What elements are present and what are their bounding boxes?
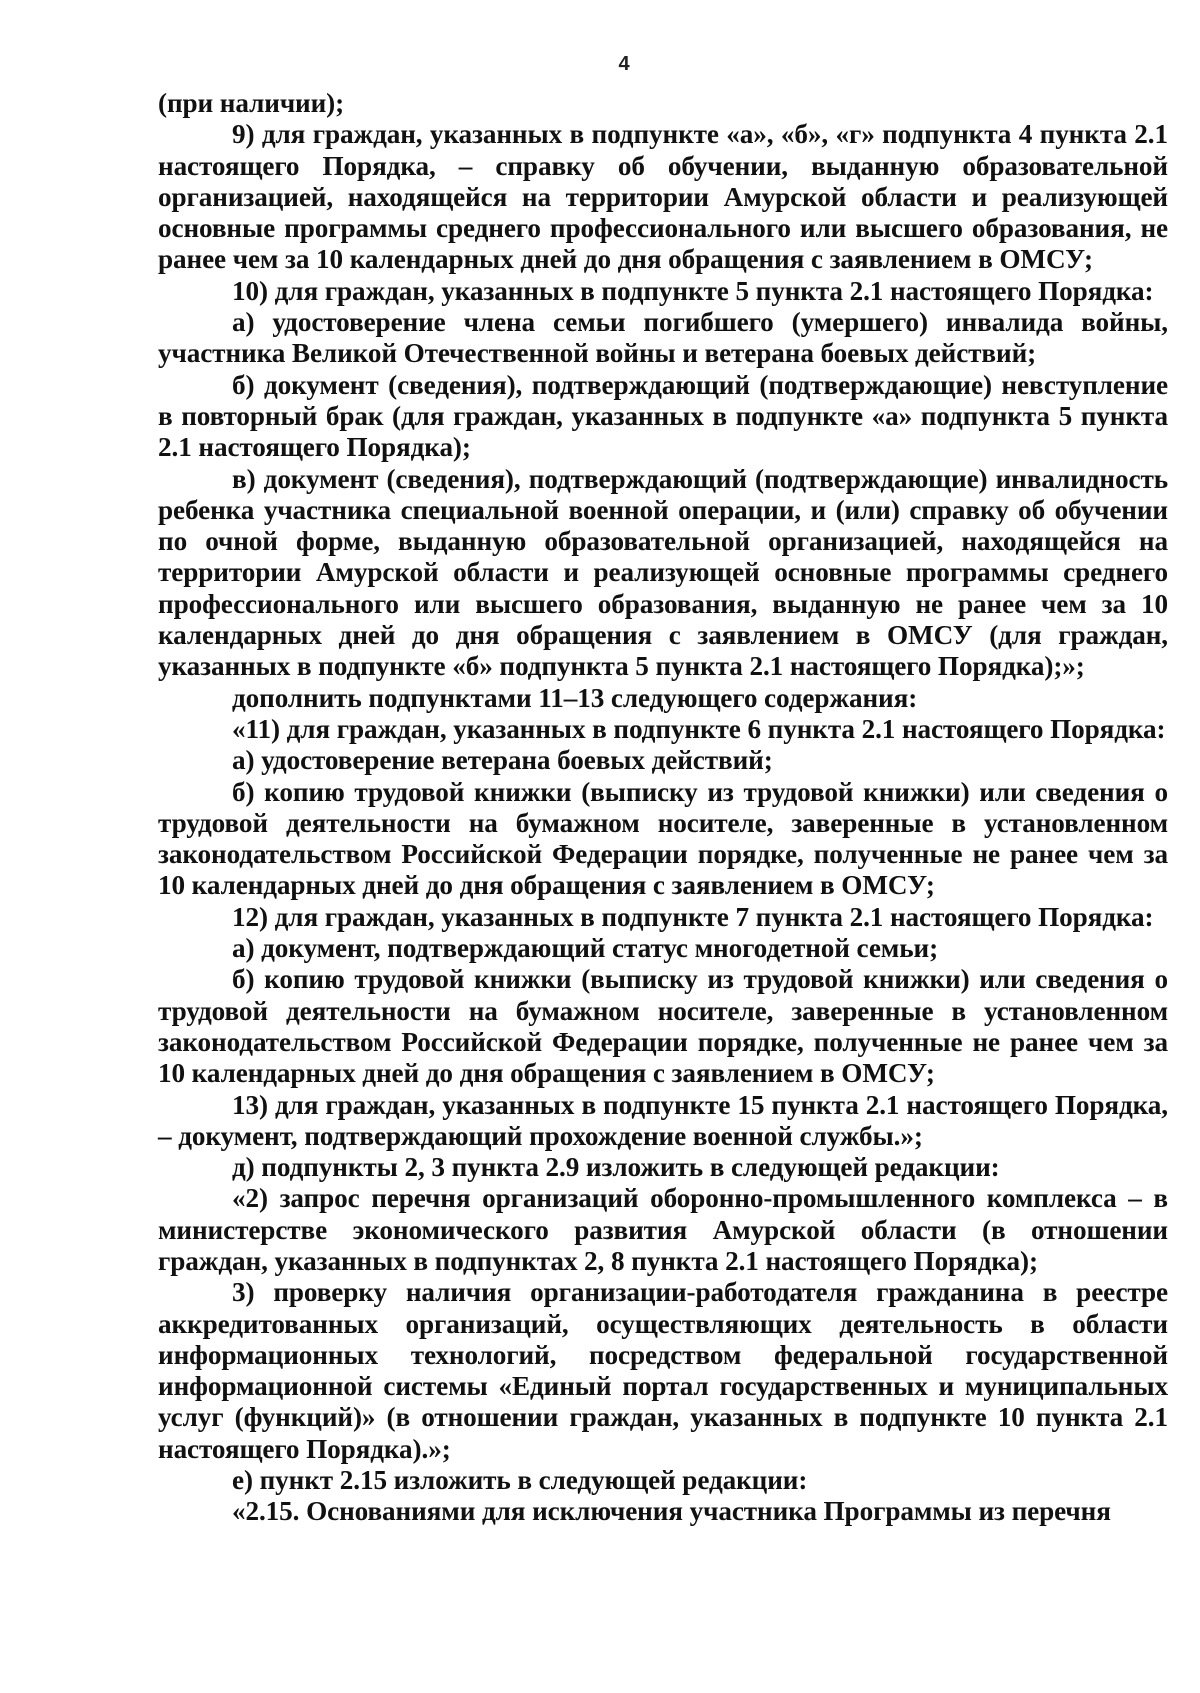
paragraph-item-11-b: б) копию трудовой книжки (выписку из трудовой книжки) или сведения о трудовой деятельности на бумажном носителе, заверенные в установленном законодательством Российской Федерации порядке, полученные не ранее чем за 10 календарных дней до дня обращения с заявлением в ОМСУ; bbox=[158, 776, 1168, 901]
paragraph-amendment-intro: дополнить подпунктами 11–13 следующего содержания: bbox=[232, 682, 918, 713]
paragraph-subitem-2: «2) запрос перечня организаций оборонно-промышленного комплекса – в министерстве экономического развития Амурской области (в отношении граждан, указанных в подпунктах 2, 8 пункта 2.1 настоящего Порядка); bbox=[158, 1183, 1168, 1276]
paragraph-item-12-a: а) документ, подтверждающий статус многодетной семьи; bbox=[232, 933, 939, 964]
page-number: 4 bbox=[618, 53, 630, 75]
paragraph-amendment-e: е) пункт 2.15 изложить в следующей редакции: bbox=[232, 1465, 808, 1496]
paragraph-item-12: 12) для граждан, указанных в подпункте 7 пункта 2.1 настоящего Порядка: bbox=[232, 901, 1154, 932]
paragraph-subitem-3: 3) проверку наличия организации-работодателя гражданина в реестре аккредитованных организаций, осуществляющих деятельность в области информационных технологий, посредством федеральной государственной информационной системы «Единый портал государственных и муниципальных услуг (функций)» (в отношении граждан, указанных в подпункте 10 пункта 2.1 настоящего Порядка).»; bbox=[158, 1277, 1168, 1464]
paragraph-item-10-b: б) документ (сведения), подтверждающий (подтверждающие) невступление в повторный брак (для граждан, указанных в подпункте «а» подпункта 5 пункта 2.1 настоящего Порядка); bbox=[158, 369, 1168, 463]
paragraph-item-9: 9) для граждан, указанных в подпункте «а», «б», «г» подпункта 4 пункта 2.1 настоящего Порядка, – справку об обучении, выданную образовательной организацией, находящейся на территории Амурской области и реализующей основные программы среднего профессионального или высшего образования, не ранее чем за 10 календарных дней до дня обращения с заявлением в ОМСУ; bbox=[158, 119, 1168, 275]
paragraph-item-11: «11) для граждан, указанных в подпункте 6 пункта 2.1 настоящего Порядка: bbox=[232, 713, 1166, 744]
paragraph-continuation: (при наличии); bbox=[158, 88, 345, 118]
paragraph-item-11-a: а) удостоверение ветерана боевых действий; bbox=[232, 745, 773, 776]
document-body bbox=[158, 88, 1168, 1528]
paragraph-item-10: 10) для граждан, указанных в подпункте 5 пункта 2.1 настоящего Порядка: bbox=[232, 275, 1154, 306]
paragraph-item-10-v: в) документ (сведения), подтверждающий (подтверждающие) инвалидность ребенка участника специальной военной операции, и (или) справку об обучении по очной форме, выданную образовательной организацией, находящейся на территории Амурской области и реализующей основные программы среднего профессионального или высшего образования, выданную не ранее чем за 10 календарных дней до дня обращения с заявлением в ОМСУ (для граждан, указанных в подпункте «б» подпункта 5 пункта 2.1 настоящего Порядка);»; bbox=[158, 463, 1168, 682]
paragraph-item-12-b: б) копию трудовой книжки (выписку из трудовой книжки) или сведения о трудовой деятельности на бумажном носителе, заверенные в установленном законодательством Российской Федерации порядке, полученные не ранее чем за 10 календарных дней до дня обращения с заявлением в ОМСУ; bbox=[158, 964, 1168, 1089]
paragraph-item-10-a: а) удостоверение члена семьи погибшего (умершего) инвалида войны, участника Великой Отечественной войны и ветерана боевых действий; bbox=[158, 307, 1168, 369]
paragraph-item-13: 13) для граждан, указанных в подпункте 15 пункта 2.1 настоящего Порядка, – документ, подтверждающий прохождение военной службы.»; bbox=[158, 1089, 1168, 1151]
paragraph-item-2-15: «2.15. Основаниями для исключения участника Программы из перечня bbox=[232, 1496, 1111, 1527]
paragraph-amendment-d: д) подпункты 2, 3 пункта 2.9 изложить в следующей редакции: bbox=[232, 1152, 1000, 1183]
